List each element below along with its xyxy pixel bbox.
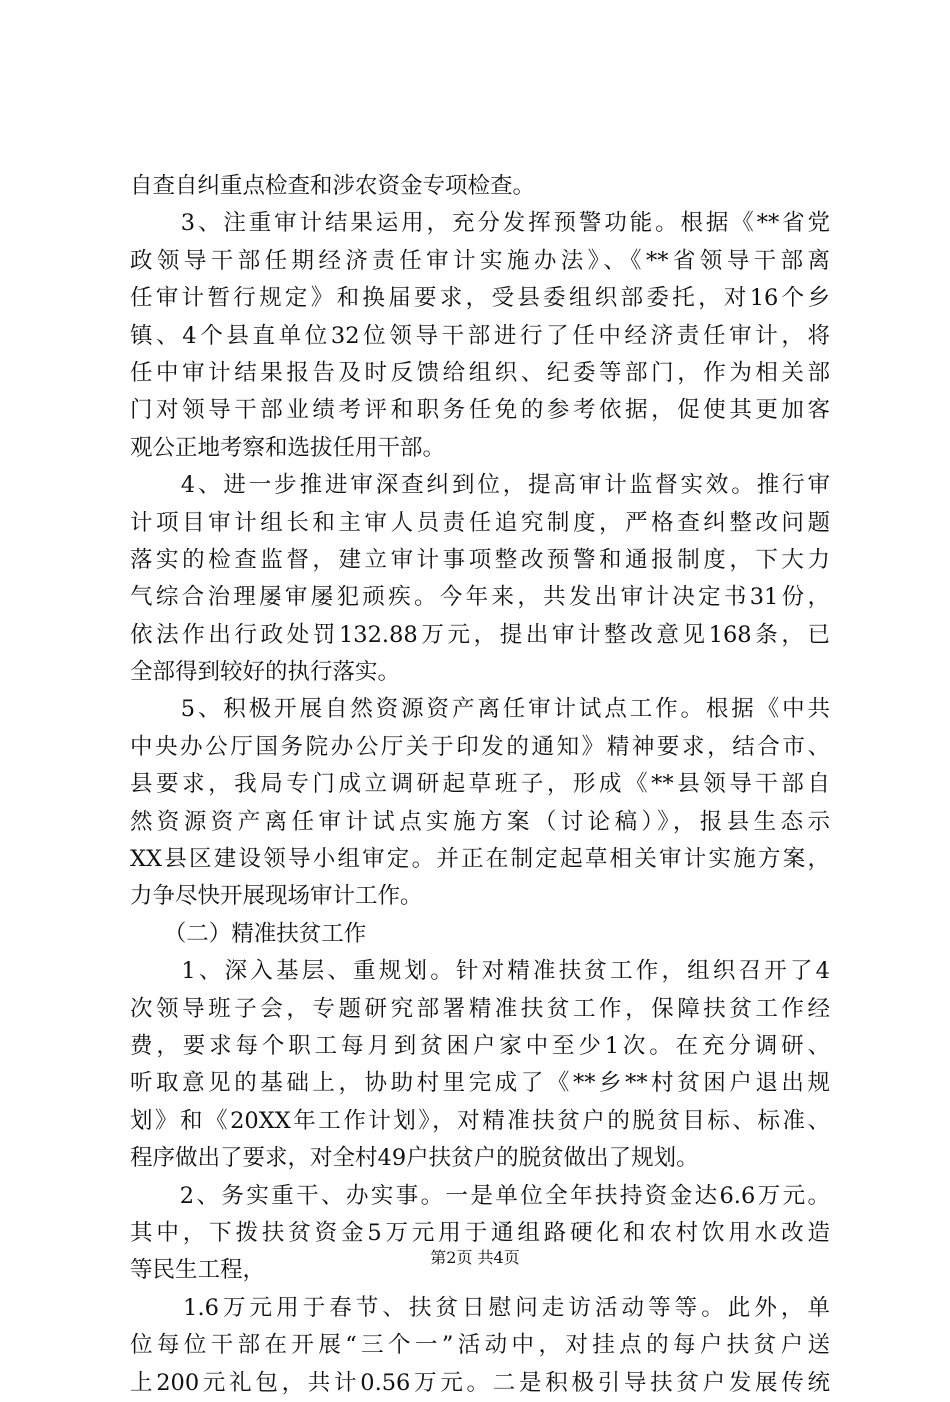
text-line: 任审计暂行规定》和换届要求，受县委组织部委托，对16个乡	[130, 285, 830, 312]
text-line: 听取意见的基础上，协助村里完成了《**乡**村贫困户退出规	[130, 1070, 830, 1097]
text-line: 计项目审计组长和主审人员责任追究制度，严格查纠整改问题	[130, 509, 830, 536]
text-line: 4、进一步推进审深查纠到位，提高审计监督实效。推行审	[130, 472, 830, 499]
text-line: 1.6万元用于春节、扶贫日慰问走访活动等等。此外，单	[130, 1294, 830, 1321]
text-line: 气综合治理屡审屡犯顽疾。今年来，共发出审计决定书31份，	[130, 584, 830, 611]
page-footer: 第2页 共4页	[430, 1248, 520, 1267]
text-line: 自查自纠重点检查和涉农资金专项检查。	[130, 173, 536, 199]
text-line: 政领导干部任期经济责任审计实施办法》、《**省领导干部离	[130, 247, 830, 274]
text-line: XX县区建设领导小组审定。并正在制定起草相关审计实施方案，	[130, 846, 830, 873]
text-line: 任中审计结果报告及时反馈给组织、纪委等部门，作为相关部	[130, 359, 830, 386]
text-line: 1、深入基层、重规划。针对精准扶贫工作，组织召开了4	[130, 958, 830, 985]
text-line: 落实的检查监督，建立审计事项整改预警和通报制度，下大力	[130, 546, 830, 573]
text-line: 5、积极开展自然资源资产离任审计试点工作。根据《中共	[130, 696, 830, 723]
text-line: （二）精准扶贫工作	[130, 920, 367, 947]
text-line: 费，要求每个职工每月到贫困户家中至少1次。在充分调研、	[130, 1032, 830, 1059]
text-line: 门对领导干部业绩考评和职务任免的参考依据，促使其更加客	[130, 397, 830, 424]
text-line: 等民生工程，	[130, 1257, 266, 1284]
text-line: 2、务实重干、办实事。一是单位全年扶持资金达6.6万元。	[130, 1182, 830, 1209]
text-line: 县要求，我局专门成立调研起草班子，形成《**县领导干部自	[130, 771, 830, 798]
text-line: 其中，下拨扶贫资金5万元用于通组路硬化和农村饮用水改造	[130, 1219, 830, 1246]
text-line: 上200元礼包，共计0.56万元。二是积极引导扶贫户发展传统	[130, 1369, 830, 1396]
text-line: 力争尽快开展现场审计工作。	[130, 883, 423, 910]
text-line: 依法作出行政处罚132.88万元，提出审计整改意见168条，已	[130, 621, 830, 648]
text-line: 程序做出了要求，对全村49户扶贫户的脱贫做出了规划。	[130, 1145, 699, 1172]
text-line: 中央办公厅国务院办公厅关于印发的通知》精神要求，结合市、	[130, 733, 830, 760]
text-line: 然资源资产离任审计试点实施方案（讨论稿）》，报县生态示	[130, 808, 830, 835]
text-line: 观公正地考察和选拔任用干部。	[130, 434, 446, 461]
text-line: 镇、4个县直单位32位领导干部进行了任中经济责任审计，将	[130, 322, 830, 349]
body-text	[130, 168, 830, 1402]
text-line: 次领导班子会，专题研究部署精准扶贫工作，保障扶贫工作经	[130, 995, 830, 1022]
text-line: 全部得到较好的执行落实。	[130, 659, 401, 686]
text-line: 位每位干部在开展“三个一”活动中，对挂点的每户扶贫户送	[130, 1332, 830, 1359]
text-line: 3、注重审计结果运用，充分发挥预警功能。根据《**省党	[130, 210, 830, 237]
text-line: 划》和《20XX年工作计划》，对精准扶贫户的脱贫目标、标准、	[130, 1107, 830, 1134]
